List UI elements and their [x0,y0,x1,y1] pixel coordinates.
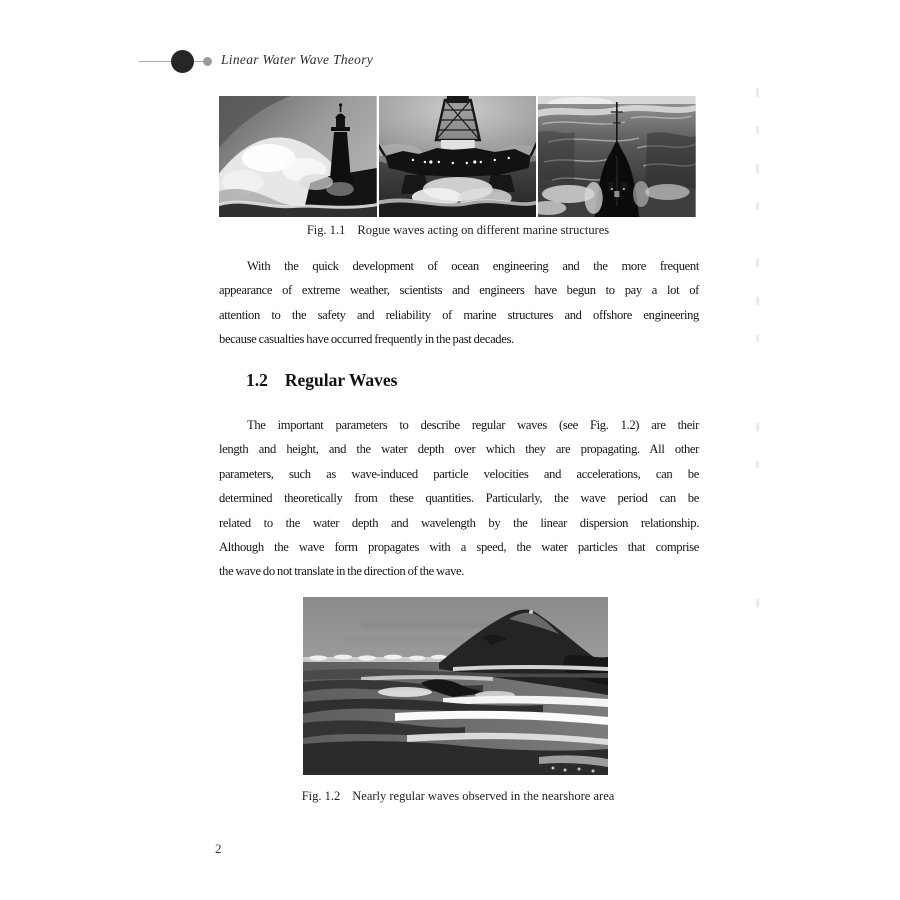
ship-bow-rogue-wave-image [538,96,696,217]
scan-artifact [756,88,759,97]
figure-1-2-label: Fig. 1.2 [301,789,341,803]
text-line: the wave do not translate in the direction of the wave. [219,564,465,579]
ornament-dot-icon [203,57,212,66]
storm-wave-lighthouse-image [219,96,377,217]
nearshore-waves-image [303,597,608,775]
scan-artifact [756,126,759,134]
section-number: 1.2 [246,370,268,390]
section-title: Regular Waves [284,370,398,390]
ornament-circle-icon [171,50,194,73]
scan-artifact [756,599,759,607]
page-bleed-through-smudge [345,637,463,643]
text-line: The important parameters to describe regular waves (see Fig. 1.2) are their [247,418,699,432]
figure-1-1-caption [219,223,697,238]
paragraph-regular-waves [219,413,699,584]
text-line: Although the wave form propagates with a speed, the water particles that comprise [219,540,699,555]
rig-white-module [441,140,475,149]
figure-1-2-caption [219,789,697,804]
scan-artifact [756,461,759,468]
text-line: With the quick development of ocean engineering and the more frequent [247,259,699,273]
running-header-title: Linear Water Wave Theory [221,52,374,67]
scan-artifact [756,259,759,267]
figure-1-1-caption-text: Rogue waves acting on different marine structures [357,223,610,237]
scan-artifact [756,297,759,305]
figure-1-1-label: Fig. 1.1 [306,223,346,237]
figure-1-2 [303,597,608,775]
text-line: because casualties have occurred frequently in the past decades. [219,332,514,347]
offshore-drilling-rig-image [379,96,537,217]
text-line: determined theoretically from these quantities. Particularly, the wave period can be [219,491,699,506]
scan-artifact [756,164,759,173]
paragraph-intro [219,254,699,352]
figure-1-2-caption-text: Nearly regular waves observed in the nearshore area [352,789,615,803]
text-line: related to the water depth and wavelength by the linear dispersion relationship. [219,515,699,530]
text-line: appearance of extreme weather, scientists and engineers have begun to pay a lot of [219,283,699,298]
text-line: length and height, and the water depth over which they are propagating. All other [219,442,699,457]
scan-artifact [756,335,759,342]
figure-1-1 [219,96,696,217]
text-line: attention to the safety and reliability of marine structures and offshore engineering [219,307,699,322]
text-line: parameters, such as wave-induced particle velocities and accelerations, can be [219,466,699,481]
section-heading [246,370,398,391]
scan-artifact [756,203,759,210]
page-number: 2 [215,841,222,856]
scan-artifact [756,423,759,431]
